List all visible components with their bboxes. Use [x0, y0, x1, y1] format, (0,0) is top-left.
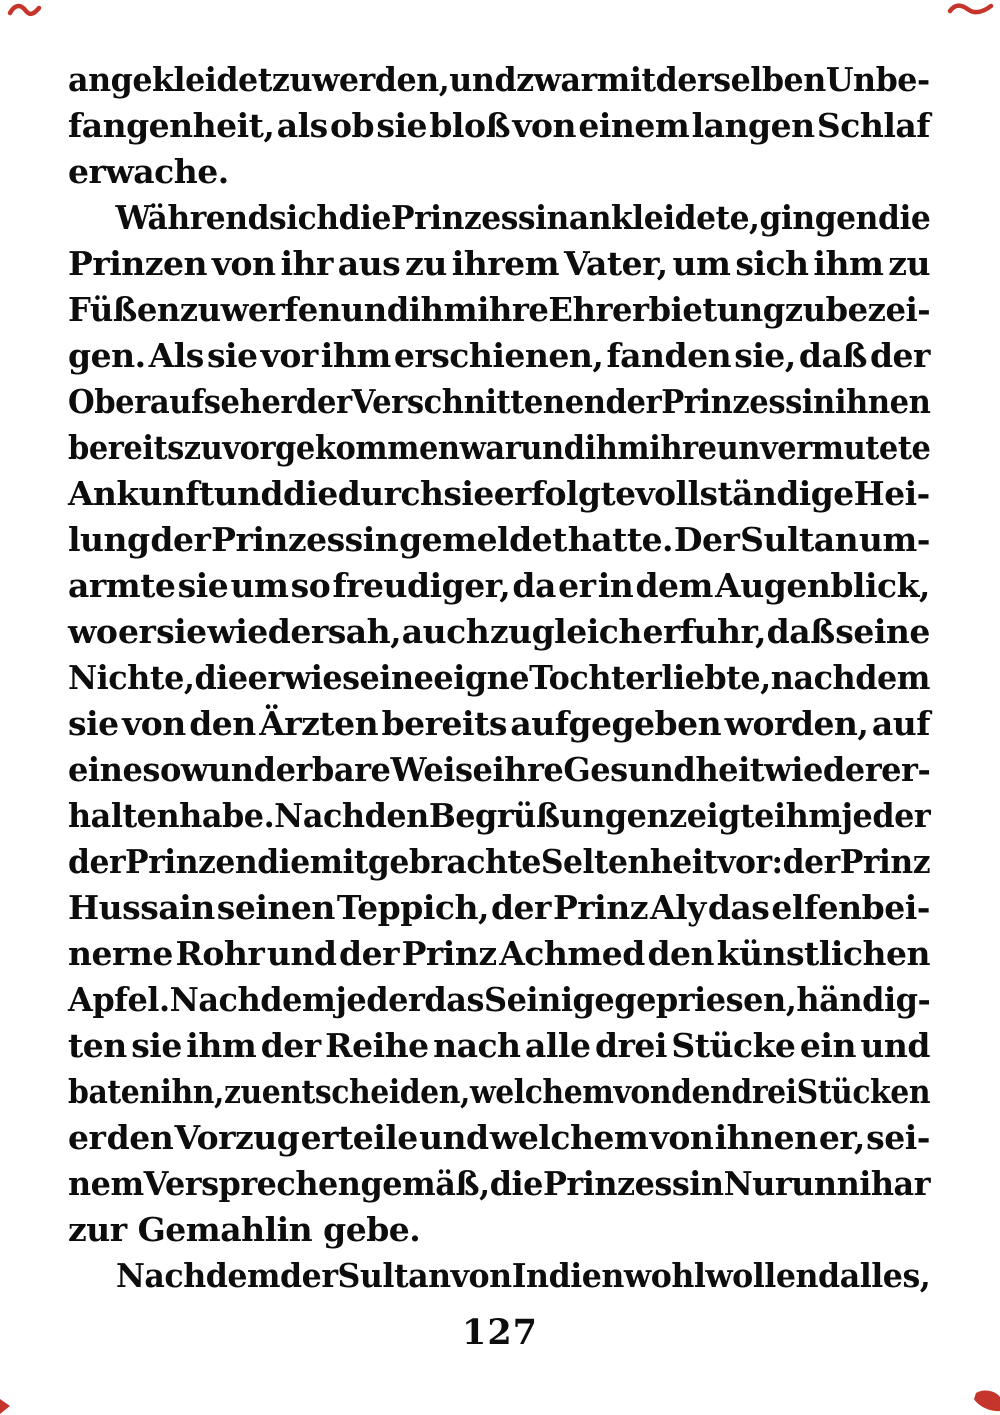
text-line: Während sich die Prinzessin ankleidete, gingen die [115, 198, 931, 237]
text-line: er den Vorzug erteile und welchem von ihnen er, sei- [68, 1118, 930, 1157]
text-line: eine so wunderbare Weise ihre Gesundheit wiederer- [68, 750, 931, 789]
text-line: baten ihn, zu entscheiden, welchem von den drei Stücken [68, 1072, 931, 1111]
text-line: armte sie um so freudiger, da er in dem Augenblick, [68, 566, 930, 605]
red-scan-mark-top-left [10, 6, 39, 14]
text-line: Prinzen von ihr aus zu ihrem Vater, um sich ihm zu [68, 244, 930, 283]
text-line: nem Versprechen gemäß, die Prinzessin Nurunnihar [68, 1164, 931, 1203]
text-line: zur Gemahlin gebe. [68, 1210, 421, 1249]
text-line: bereits zuvorgekommen war und ihm ihre unvermutete [68, 428, 931, 467]
text-line: angekleidet zu werden, und zwar mit derselben Unbe- [68, 60, 930, 99]
text-line: erwache. [68, 152, 229, 191]
text-line: halten habe. Nach den Begrüßungen zeigte ihm jeder [68, 796, 931, 835]
text-line: Ankunft und die durch sie erfolgte vollständige Hei- [68, 474, 930, 513]
text-line: sie von den Ärzten bereits aufgegeben worden, auf [68, 704, 930, 743]
text-line: Oberaufseher der Verschnittenen der Prinzessin ihnen [68, 382, 931, 421]
red-scan-mark-bottom-right [974, 1390, 1000, 1411]
text-line: Nichte, die er wie seine eigne Tochter liebte, nachdem [68, 658, 931, 697]
text-line: Füßen zu werfen und ihm ihre Ehrerbietung zu bezei- [68, 290, 931, 329]
text-line: ten sie ihm der Reihe nach alle drei Stücke ein und [68, 1026, 930, 1065]
text-line: der Prinzen die mitgebrachte Seltenheit vor: der Prinz [68, 842, 931, 881]
page-number: 127 [461, 1312, 539, 1353]
text-line: Nachdem der Sultan von Indien wohlwollend alles, [115, 1256, 931, 1295]
text-line: gen. Als sie vor ihm erschienen, fanden sie, daß der [68, 336, 930, 375]
red-scan-mark-bottom-left [0, 1399, 10, 1414]
red-scan-mark-top-right [950, 6, 991, 12]
text-line: Apfel. Nachdem jeder das Seinige gepriesen, händig- [68, 980, 931, 1019]
text-block [68, 57, 930, 1299]
text-line: fangenheit, als ob sie bloß von einem langen Schlaf [68, 106, 930, 145]
text-line: Hussain seinen Teppich, der Prinz Aly das elfenbei- [68, 888, 930, 927]
text-line: lung der Prinzessin gemeldet hatte. Der Sultan um- [68, 520, 930, 559]
text-line: wo er sie wiedersah, auch zugleich erfuhr, daß seine [68, 612, 930, 651]
text-line: nerne Rohr und der Prinz Achmed den künstlichen [68, 934, 930, 973]
